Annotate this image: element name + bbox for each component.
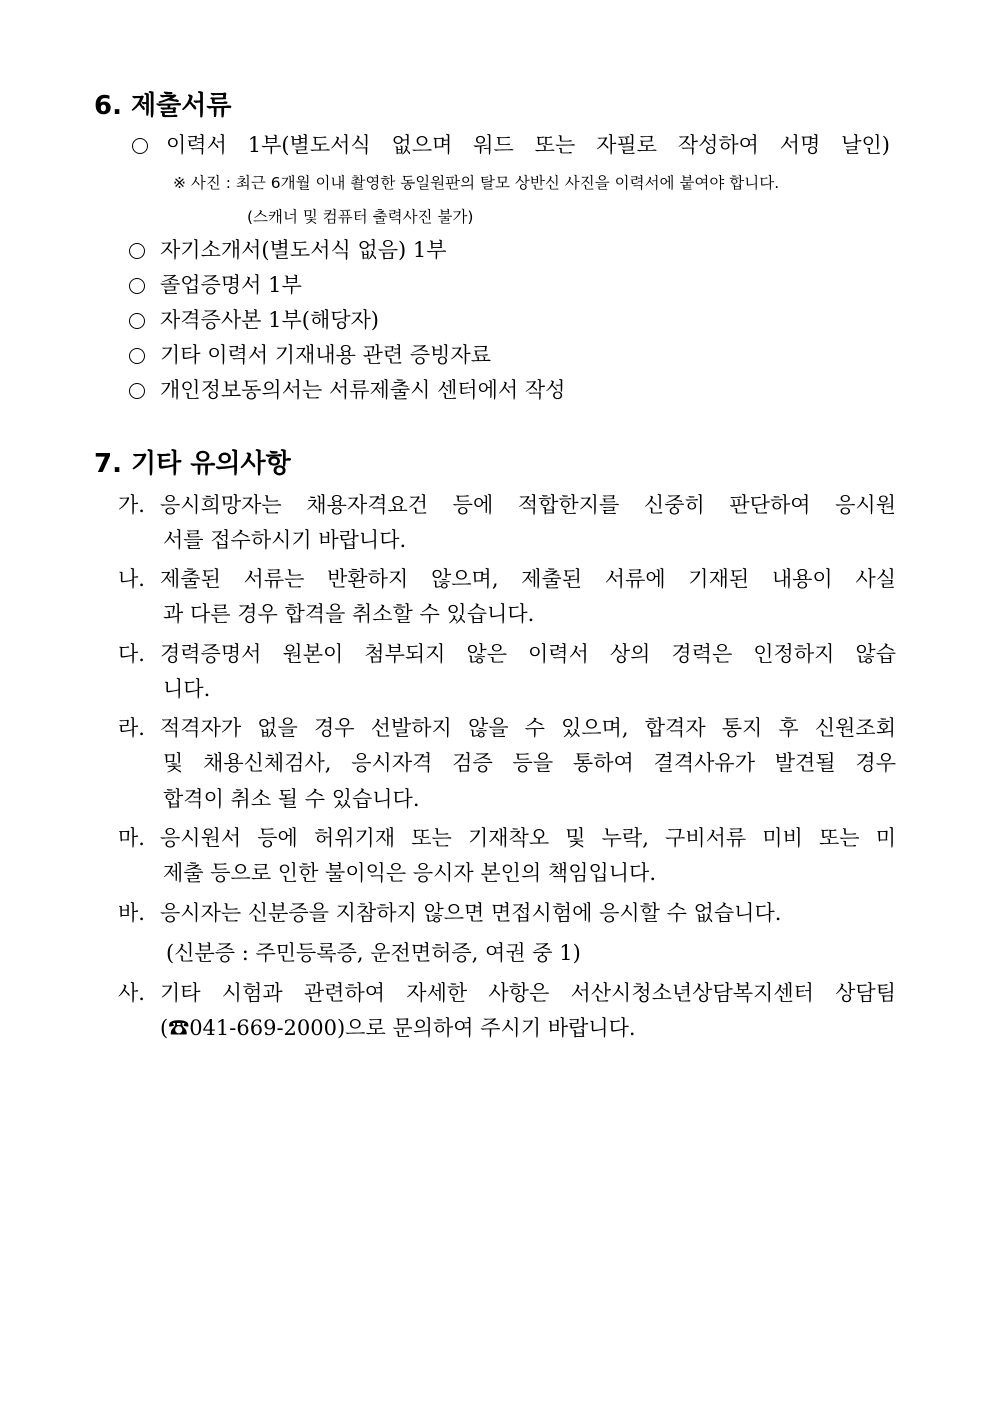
document-item-certificate: 자격증사본 1부(해당자) — [160, 308, 379, 332]
circle-bullet-icon — [129, 383, 145, 399]
notice-marker: 다. — [118, 642, 145, 666]
notice-line: 및 채용신체검사, 응시자격 검증 등을 통하여 결격사유가 발견될 경우 — [163, 751, 896, 775]
notice-line: 적격자가 없을 경우 선발하지 않을 수 있으며, 합격자 통지 후 신원조회 — [160, 716, 896, 740]
notice-marker: 라. — [118, 716, 145, 740]
contact-phone-line: (☎041-669-2000)으로 문의하여 주시기 바랍니다. — [160, 1016, 636, 1040]
notice-line: 응시자는 신분증을 지참하지 않으면 면접시험에 응시할 수 없습니다. — [160, 901, 782, 925]
notice-line: 기타 시험과 관련하여 자세한 사항은 서산시청소년상담복지센터 상담팀 — [160, 981, 896, 1005]
notice-line: 합격이 취소 될 수 있습니다. — [163, 787, 420, 811]
notice-marker: 나. — [118, 567, 145, 591]
notice-line: 제출된 서류는 반환하지 않으며, 제출된 서류에 기재된 내용이 사실 — [160, 567, 896, 591]
notice-marker: 마. — [118, 826, 145, 850]
id-card-note: (신분증 : 주민등록증, 운전면허증, 여권 중 1) — [166, 941, 581, 965]
document-item-self-intro: 자기소개서(별도서식 없음) 1부 — [160, 238, 447, 262]
document-item-evidence: 기타 이력서 기재내용 관련 증빙자료 — [160, 343, 491, 367]
photo-note-continued: (스캐너 및 컴퓨터 출력사진 불가) — [247, 208, 474, 226]
circle-bullet-icon — [129, 243, 145, 259]
photo-note: ※ 사진 : 최근 6개월 이내 촬영한 동일원판의 탈모 상반신 사진을 이력서에 붙여야 합니다. — [173, 174, 780, 192]
document-item-resume: 이력서 1부(별도서식 없으며 워드 또는 자필로 작성하여 서명 날인) — [166, 133, 890, 157]
circle-bullet-icon — [129, 278, 145, 294]
circle-bullet-icon — [129, 313, 145, 329]
notice-line: 서를 접수하시기 바랍니다. — [163, 528, 407, 552]
notice-line: 경력증명서 원본이 첨부되지 않은 이력서 상의 경력은 인정하지 않습 — [160, 642, 896, 666]
notice-line: 응시희망자는 채용자격요건 등에 적합한지를 신중히 판단하여 응시원 — [160, 493, 896, 517]
document-item-graduation: 졸업증명서 1부 — [160, 273, 302, 297]
notice-marker: 가. — [118, 493, 145, 517]
document-item-privacy-consent: 개인정보동의서는 서류제출시 센터에서 작성 — [160, 378, 566, 402]
notice-line: 제출 등으로 인한 불이익은 응시자 본인의 책임입니다. — [163, 861, 657, 885]
section-6-title: 6. 제출서류 — [94, 91, 232, 121]
circle-bullet-icon — [129, 348, 145, 364]
circle-bullet-icon — [132, 138, 148, 154]
notice-line: 응시원서 등에 허위기재 또는 기재착오 및 누락, 구비서류 미비 또는 미 — [160, 826, 896, 850]
notice-marker: 사. — [118, 981, 145, 1005]
notice-line: 니다. — [163, 677, 211, 701]
section-7-title: 7. 기타 유의사항 — [94, 449, 291, 479]
notice-marker: 바. — [118, 901, 145, 925]
notice-line: 과 다른 경우 합격을 취소할 수 있습니다. — [163, 602, 535, 626]
